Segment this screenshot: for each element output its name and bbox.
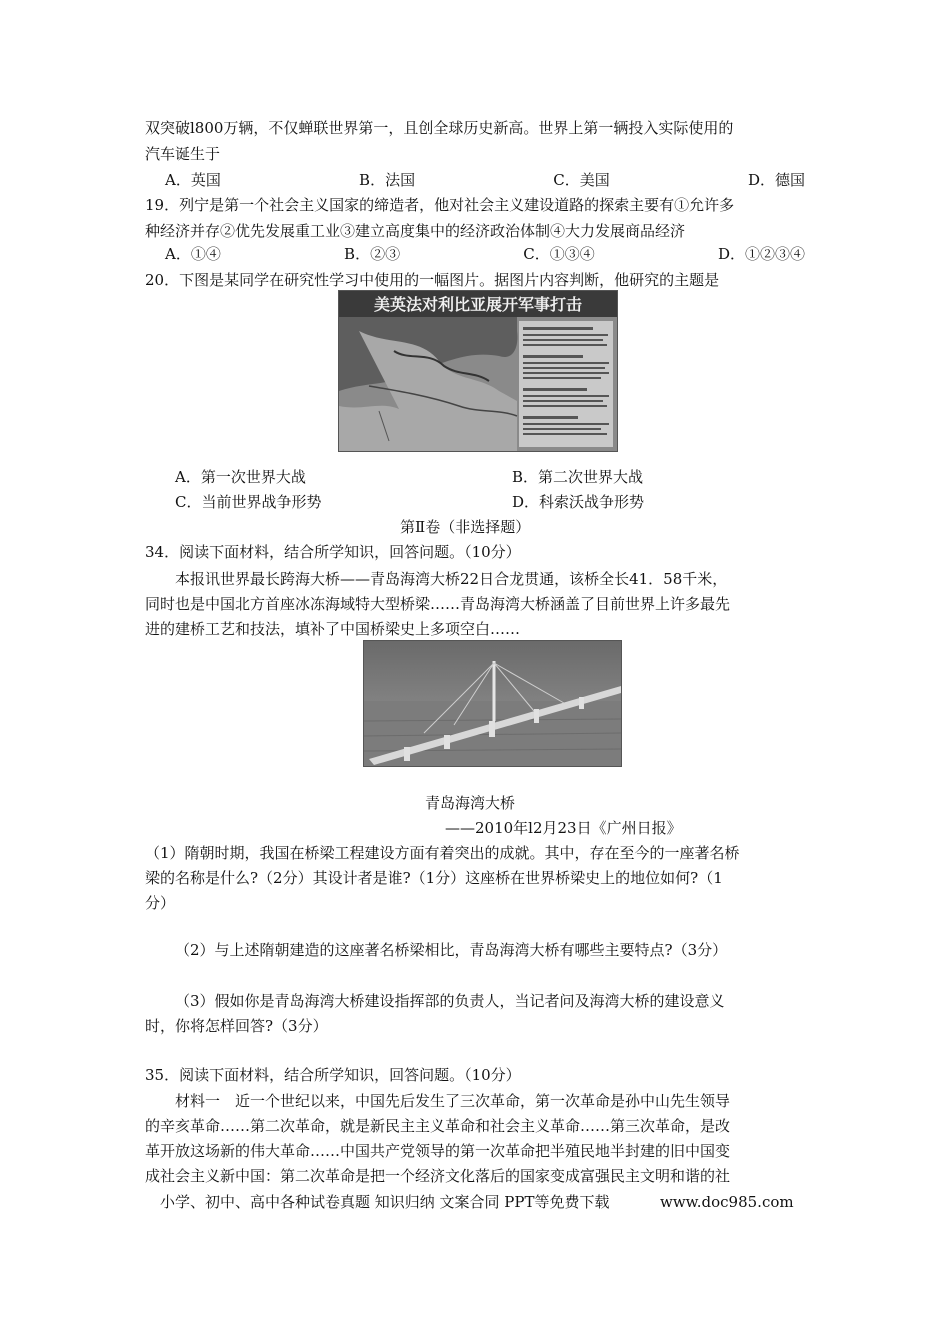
map-headline: 美英法对利比亚展开军事打击 [373,295,583,314]
q19-option-a: A．①④ [165,245,221,263]
q35-stem: 35．阅读下面材料，结合所学知识，回答问题。（10分） [145,1066,521,1084]
q20-option-a: A．第一次世界大战 [175,468,306,486]
q18-line-1: 双突破l800万辆，不仅蝉联世界第一，且创全球历史新高。世界上第一辆投入实际使用的 [145,119,734,137]
footer-url[interactable]: www.doc985.com [660,1193,794,1211]
q34-sub1-line-1: （1）隋朝时期，我国在桥梁工程建设方面有着突出的成就。其中，存在至今的一座著名桥 [145,844,740,862]
q19-option-b: B．②③ [344,245,401,263]
q20-line-1: 20．下图是某同学在研究性学习中使用的一幅图片。据图片内容判断，他研究的主题是 [145,271,720,289]
q35-material-line-3: 革开放这场新的伟大革命……中国共产党领导的第一次革命把半殖民地半封建的旧中国变 [145,1142,731,1160]
q34-sub3-line-1: （3）假如你是青岛海湾大桥建设指挥部的负责人，当记者问及海湾大桥的建设意义 [175,992,725,1010]
q18-option-d: D．德国 [747,171,805,189]
q35-material-line-4: 成社会主义新中国：第二次革命是把一个经济文化落后的国家变成富强民主文明和谐的社 [145,1167,731,1185]
section-2-title: 第Ⅱ卷（非选择题） [400,518,531,536]
q34-material-line-2: 同时也是中国北方首座冰冻海域特大型桥梁……青岛海湾大桥涵盖了目前世界上许多最先 [145,595,731,613]
q34-sub2: （2）与上述隋朝建造的这座著名桥梁相比，青岛海湾大桥有哪些主要特点?（3分） [175,941,728,959]
news-source: ——2010年l2月23日《广州日报》 [445,819,682,837]
footer-text: 小学、初中、高中各种试卷真题 知识归纳 文案合同 PPT等免费下载 [160,1193,610,1211]
q34-sub1-line-2: 梁的名称是什么?（2分）其设计者是谁?（1分）这座桥在世界桥梁史上的地位如何?（1 [145,869,723,887]
q19-option-c: C．①③④ [523,245,595,263]
q35-material-line-2: 的辛亥革命……第二次革命，就是新民主主义革命和社会主义革命……第三次革命，是改 [145,1117,731,1135]
q18-line-2: 汽车诞生于 [145,145,221,163]
qingdao-bay-bridge-photo [363,640,622,767]
q20-option-d: D．科索沃战争形势 [512,493,645,511]
q19-options [165,241,805,267]
q20-option-c: C．当前世界战争形势 [175,493,322,511]
q18-option-c: C．美国 [553,171,610,189]
q19-line-2: 种经济并存②优先发展重工业③建立高度集中的经济政治体制④大力发展商品经济 [145,222,686,240]
q34-sub1-line-3: 分） [145,894,176,912]
q35-material-line-1: 材料一 近一个世纪以来，中国先后发生了三次革命，第一次革命是孙中山先生领导 [175,1092,731,1110]
q34-sub3-line-2: 时，你将怎样回答?（3分） [145,1017,328,1035]
q19-option-d: D．①②③④ [717,245,805,263]
libya-strike-map-image [338,290,618,452]
q19-line-1: 19．列宁是第一个社会主义国家的缔造者，他对社会主义建设道路的探索主要有①允许多 [145,196,735,214]
bridge-caption: 青岛海湾大桥 [425,794,516,812]
q18-option-a: A．英国 [165,171,221,189]
q34-stem: 34．阅读下面材料，结合所学知识，回答问题。（10分） [145,543,521,561]
q18-options [165,167,805,193]
q20-option-b: B．第二次世界大战 [512,468,644,486]
q18-option-b: B．法国 [359,171,416,189]
q34-material-line-3: 进的建桥工艺和技法，填补了中国桥梁史上多项空白…… [145,620,521,638]
q34-material-line-1: 本报讯世界最长跨海大桥——青岛海湾大桥22日合龙贯通，该桥全长41．58千米， [175,570,728,588]
